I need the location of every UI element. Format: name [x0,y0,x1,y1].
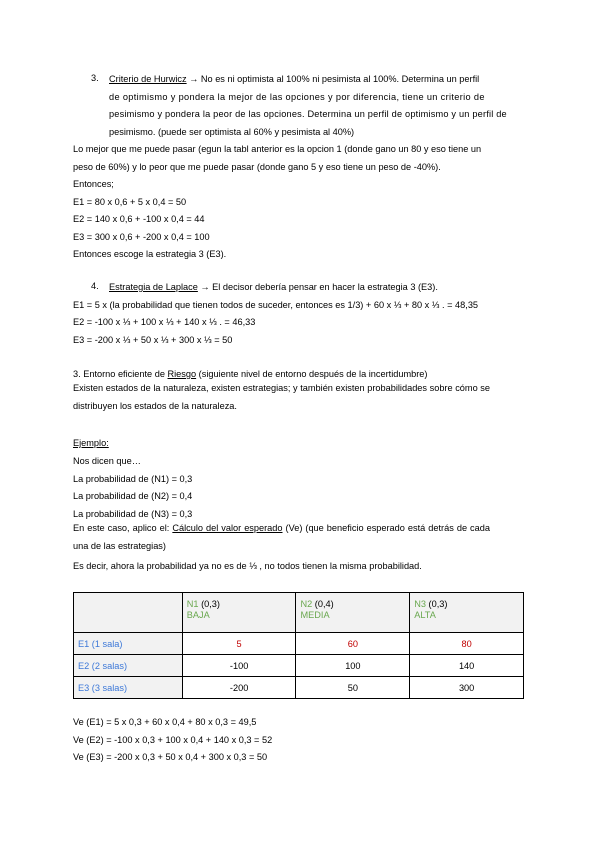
table-cell: 5 [182,633,296,655]
table-header-n3 [410,593,524,633]
hurwicz-body-1: Lo mejor que me puede pasar (egun la tabl anterior es la opcion 1 (donde gano un 80 y eso tiene un [73,144,482,154]
hurwicz-e3: E3 = 300 x 0,6 + -200 x 0,4 = 100 [73,232,210,242]
table-row [74,655,524,677]
table-cell: 80 [410,633,524,655]
header-prob: (0,3) [428,599,448,609]
table-cell: 140 [410,655,524,677]
hurwicz-line-3: pesimismo y pondera la peor de las opciones. Determina un perfil de optimismo y un perfil de [109,109,507,119]
ejemplo-dicen: Nos dicen que… [73,456,141,466]
row-label: E2 (2 salas) [74,655,183,677]
header-prob: (0,4) [314,599,334,609]
row-label: E3 (3 salas) [74,677,183,699]
hurwicz-intro: → No es ni optimista al 100% ni pesimista al 100%. Determina un perfil [186,74,480,84]
laplace-title: Estrategia de Laplace [109,282,198,292]
laplace-e2: E2 = -100 x ⅓ + 100 x ⅓ + 140 x ⅓ . = 46,33 [73,317,256,327]
ve-e1: Ve (E1) = 5 x 0,3 + 60 x 0,4 + 80 x 0,3 = 49,5 [73,717,257,727]
hurwicz-conclusion: Entonces escoge la estrategia 3 (E3). [73,249,227,259]
laplace-e1: E1 = 5 x (la probabilidad que tienen todos de suceder, entonces es 1/3) + 60 x ⅓ + 80 x ⅓ . = 48,35 [73,300,479,310]
table-cell: 50 [296,677,410,699]
ejemplo-caso [73,520,490,555]
header-prob: (0,3) [201,599,220,609]
table-header-n2 [296,593,410,633]
header-label: MEDIA [300,610,330,620]
table-cell: -200 [182,677,296,699]
ejemplo-p1: La probabilidad de (N1) = 0,3 [73,474,193,484]
caso-prefix: En este caso, aplico el: [73,523,173,533]
header-name: N2 [300,599,313,609]
ejemplo-p2: La probabilidad de (N2) = 0,4 [73,491,193,501]
header-name: N1 [186,599,199,609]
riesgo-suffix: (siguiente nivel de entorno después de la incertidumbre) [196,369,428,379]
table-cell: 300 [410,677,524,699]
payoff-table [73,592,524,699]
riesgo-heading [73,368,427,380]
table-row [74,677,524,699]
table-cell: 60 [296,633,410,655]
table-cell: -100 [182,655,296,677]
riesgo-title: Riesgo [167,369,197,379]
list-number-laplace: 4. [91,281,99,291]
hurwicz-title: Criterio de Hurwicz [109,74,187,84]
header-name: N3 [414,599,426,609]
riesgo-prefix: 3. Entorno eficiente de [73,369,168,379]
header-label: ALTA [414,610,436,620]
table-cell: 100 [296,655,410,677]
table-header-row [74,593,524,633]
riesgo-description: Existen estados de la naturaleza, existen estrategias; y también existen probabilidades sobre cómo se distribuyen los estados de la naturaleza. [73,383,490,411]
laplace-line-1 [109,281,438,293]
hurwicz-line-1 [109,73,479,85]
laplace-e3: E3 = -200 x ⅓ + 50 x ⅓ + 300 x ⅓ = 50 [73,335,233,345]
row-label: E1 (1 sala) [74,633,183,655]
caso-link: Cálculo del valor esperado [172,523,283,533]
table-row [74,633,524,655]
laplace-intro: → El decisor debería pensar en hacer la estrategia 3 (E3). [197,282,438,292]
hurwicz-entonces: Entonces; [73,179,114,189]
caso-suffix: (Ve) (que beneficio esperado está detrás de cada una de las estrategias) [73,523,490,551]
hurwicz-body-2: peso de 60%) y lo peor que me puede pasar (donde gano 5 y eso tiene un peso de -40%). [73,162,441,172]
hurwicz-e1: E1 = 80 x 0,6 + 5 x 0,4 = 50 [73,197,187,207]
list-number-hurwicz: 3. [91,73,99,83]
ejemplo-es-decir: Es decir, ahora la probabilidad ya no es de ⅓ , no todos tienen la misma probabilidad. [73,561,422,571]
table-header-n1 [182,593,296,633]
hurwicz-line-4: pesimismo. (puede ser optimista al 60% y pesimista al 40%) [109,127,355,137]
header-label: BAJA [186,610,210,620]
ejemplo-title: Ejemplo: [73,438,109,448]
table-corner-cell [74,593,183,633]
ve-e3: Ve (E3) = -200 x 0,3 + 50 x 0,4 + 300 x 0,3 = 50 [73,752,268,762]
ve-e2: Ve (E2) = -100 x 0,3 + 100 x 0,4 + 140 x 0,3 = 52 [73,735,273,745]
hurwicz-line-2: de optimismo y pondera la mejor de las opciones y por diferencia, tiene un criterio de [109,92,485,102]
ejemplo-p3: La probabilidad de (N3) = 0,3 [73,509,193,519]
hurwicz-e2: E2 = 140 x 0,6 + -100 x 0,4 = 44 [73,214,205,224]
